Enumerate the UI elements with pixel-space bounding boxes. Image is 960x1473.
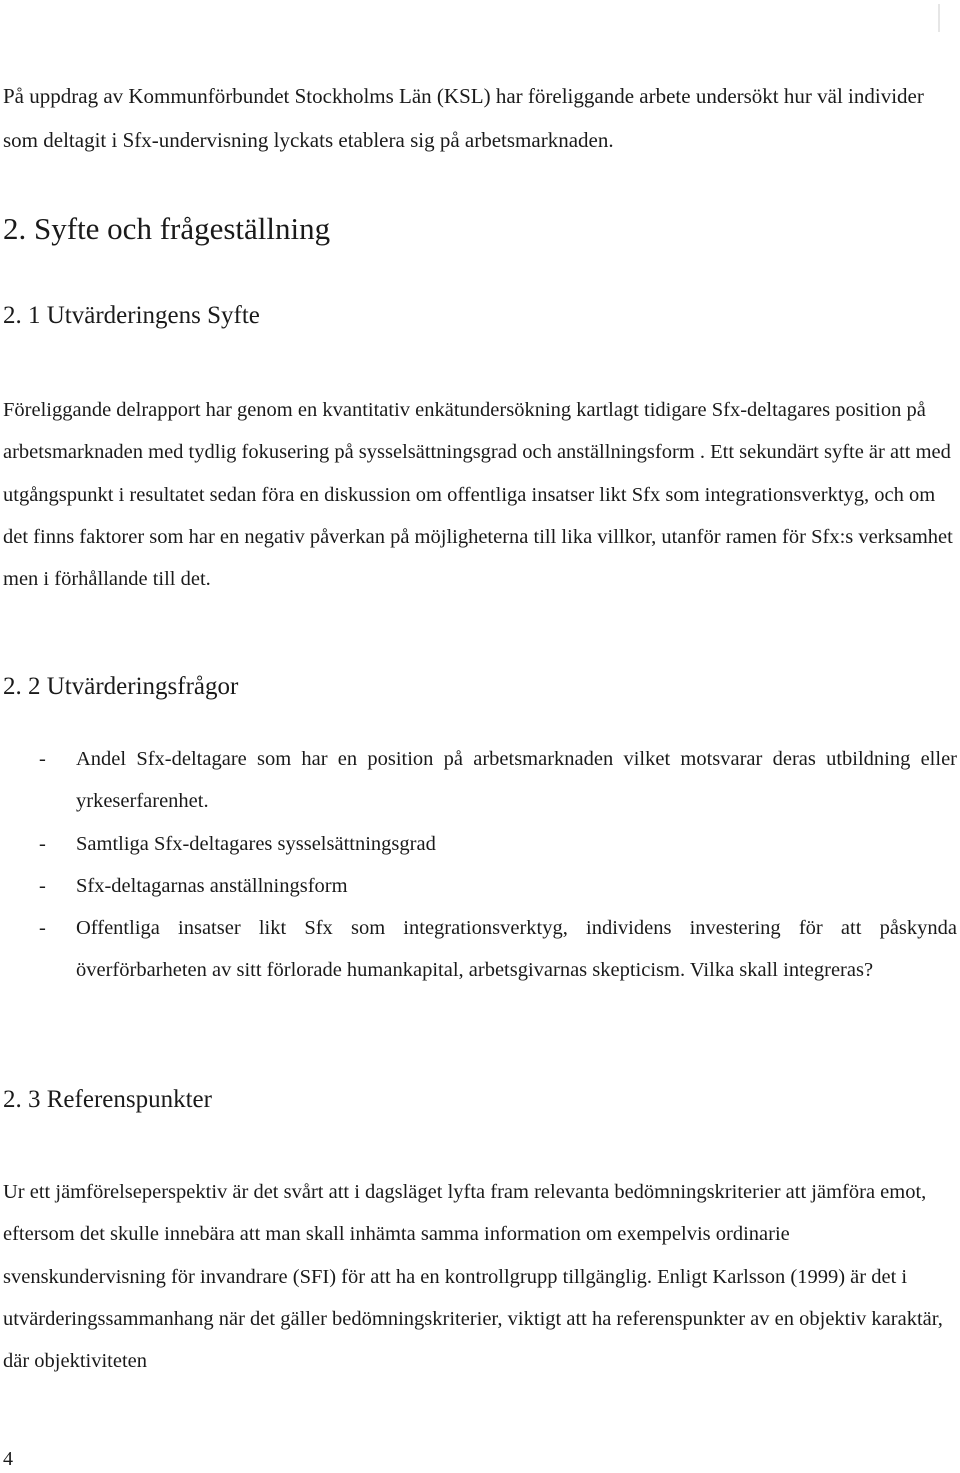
list-item bbox=[3, 823, 957, 865]
subsection-title-syfte: 2. 1 Utvärderingens Syfte bbox=[3, 302, 260, 329]
list-item-text: Samtliga Sfx-deltagares sysselsättningsgrad bbox=[76, 832, 436, 855]
list-item-text: Andel Sfx-deltagare som har en position på arbetsmarknaden vilket motsvarar deras utbildning eller yrkeserfarenhet. bbox=[76, 748, 957, 813]
list-dash: - bbox=[39, 917, 46, 940]
list-item-text: Sfx-deltagarnas anställningsform bbox=[76, 874, 348, 897]
referens-paragraph: Ur ett jämförelseperspektiv är det svårt att i dagsläget lyfta fram relevanta bedömningskriterier att jämföra emot, eftersom det skulle innebära att man skall inhämta samma information om exempelvis ordinarie svenskundervisning för invandrare (SFI) för att ha en kontrollgrupp tillgänglig. Enligt Karlsson (1999) är det i utvärderingssammanhang när det gäller bedömningskriterier, viktigt att ha referenspunkter av en objektiv karaktär, där objektiviteten bbox=[3, 1181, 943, 1373]
list-item bbox=[3, 907, 957, 992]
list-item-text: Offentliga insatser likt Sfx som integrationsverktyg, individens investering för att påskynda överförbarheten av sitt förlorade humankapital, arbetsgivarnas skepticism. Vilka skall integreras? bbox=[76, 917, 957, 982]
list-dash: - bbox=[39, 832, 46, 855]
list-item bbox=[3, 738, 957, 823]
question-list bbox=[3, 738, 957, 992]
list-dash: - bbox=[39, 748, 46, 770]
syfte-paragraph: Föreliggande delrapport har genom en kvantitativ enkätundersökning kartlagt tidigare Sfx-deltagares position på arbetsmarknaden med tydlig fokusering på sysselsättningsgrad och anställningsform . Ett sekundärt syfte är att med utgångspunkt i resultatet sedan föra en diskussion om offentliga insatser likt Sfx som integrationsverktyg, och om det finns faktorer som har en negativ påverkan på möjligheterna till lika villkor, utanför ramen för Sfx:s verksamhet men i förhållande till det. bbox=[3, 399, 953, 591]
list-dash: - bbox=[39, 874, 46, 897]
list-item bbox=[3, 865, 957, 907]
subsection-title-fragor: 2. 2 Utvärderingsfrågor bbox=[3, 673, 239, 700]
subsection-title-referens: 2. 3 Referenspunkter bbox=[3, 1086, 212, 1113]
intro-paragraph: På uppdrag av Kommunförbundet Stockholms Län (KSL) har föreliggande arbete undersökt hur väl individer som deltagit i Sfx-undervisning lyckats etablera sig på arbetsmarknaden. bbox=[3, 84, 924, 152]
section-title: 2. Syfte och frågeställning bbox=[3, 211, 331, 246]
page-edge-marker bbox=[938, 4, 940, 32]
page-number: 4 bbox=[3, 1448, 13, 1470]
